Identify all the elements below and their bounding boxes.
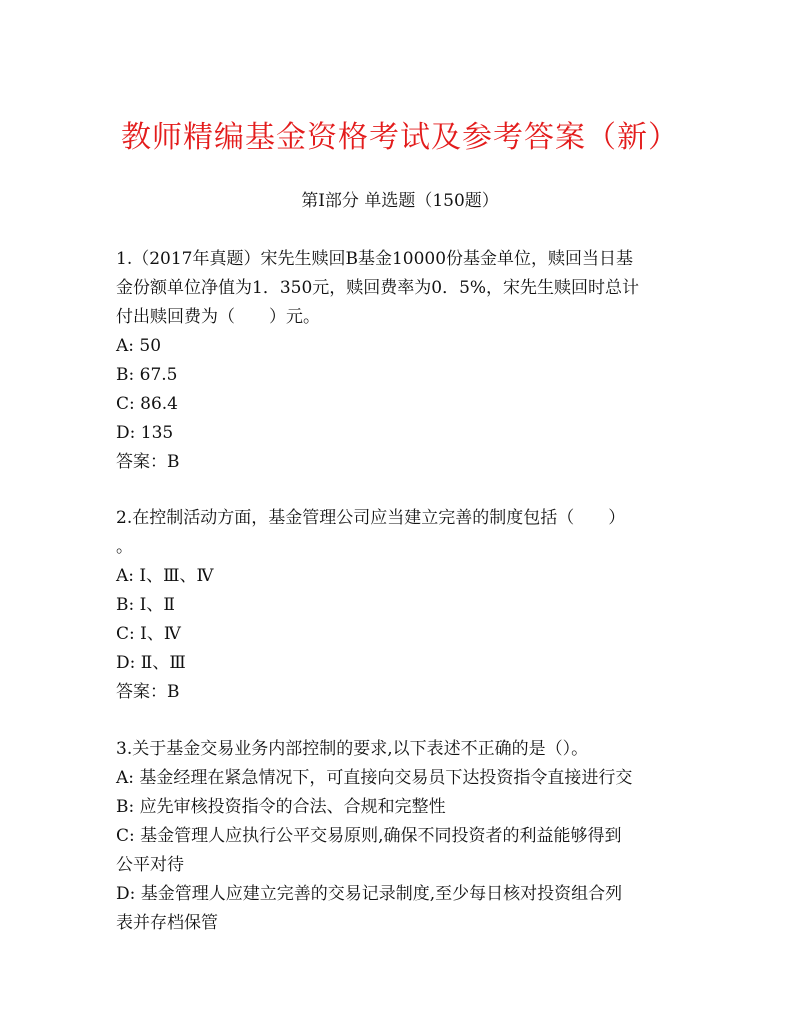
- option-c: C: Ⅰ、Ⅳ: [116, 624, 181, 644]
- option-d: D: Ⅱ、Ⅲ: [116, 653, 186, 673]
- option-c: C: 基金管理人应执行公平交易原则,确保不同投资者的利益能够得到: [116, 826, 622, 846]
- option-c: C: 86.4: [116, 394, 178, 414]
- answer: 答案：B: [116, 682, 180, 702]
- option-a: A: Ⅰ、Ⅲ、Ⅳ: [116, 566, 214, 586]
- option-b: B: 应先审核投资指令的合法、合规和完整性: [116, 797, 446, 817]
- question-text-line: 2.在控制活动方面，基金管理公司应当建立完善的制度包括（ ）: [116, 508, 626, 528]
- question-3: [116, 735, 686, 938]
- option-b: B: Ⅰ、Ⅱ: [116, 595, 175, 615]
- question-text-line: 金份额单位净值为1．350元，赎回费率为0．5%，宋先生赎回时总计: [116, 278, 640, 298]
- option-d: D: 135: [116, 423, 174, 443]
- question-text-line: 。: [116, 537, 133, 557]
- option-d-continued: 表并存档保管: [116, 913, 218, 933]
- option-a: A: 基金经理在紧急情况下，可直接向交易员下达投资指令直接进行交: [116, 768, 633, 788]
- option-d: D: 基金管理人应建立完善的交易记录制度,至少每日核对投资组合列: [116, 884, 623, 904]
- option-c-continued: 公平对待: [116, 855, 184, 875]
- question-text-line: 3.关于基金交易业务内部控制的要求,以下表述不正确的是（）。: [116, 739, 589, 759]
- question-text-line: 付出赎回费为（ ）元。: [116, 307, 320, 327]
- document-title: 教师精编基金资格考试及参考答案（新）: [121, 120, 679, 155]
- question-1: [116, 245, 686, 477]
- section-heading: 第Ⅰ部分 单选题（150题）: [301, 191, 499, 211]
- question-text-line: 1.（2017年真题）宋先生赎回B基金10000份基金单位，赎回当日基: [116, 249, 634, 269]
- option-b: B: 67.5: [116, 365, 178, 385]
- question-2: [116, 504, 686, 707]
- answer: 答案：B: [116, 452, 180, 472]
- option-a: A: 50: [116, 336, 162, 356]
